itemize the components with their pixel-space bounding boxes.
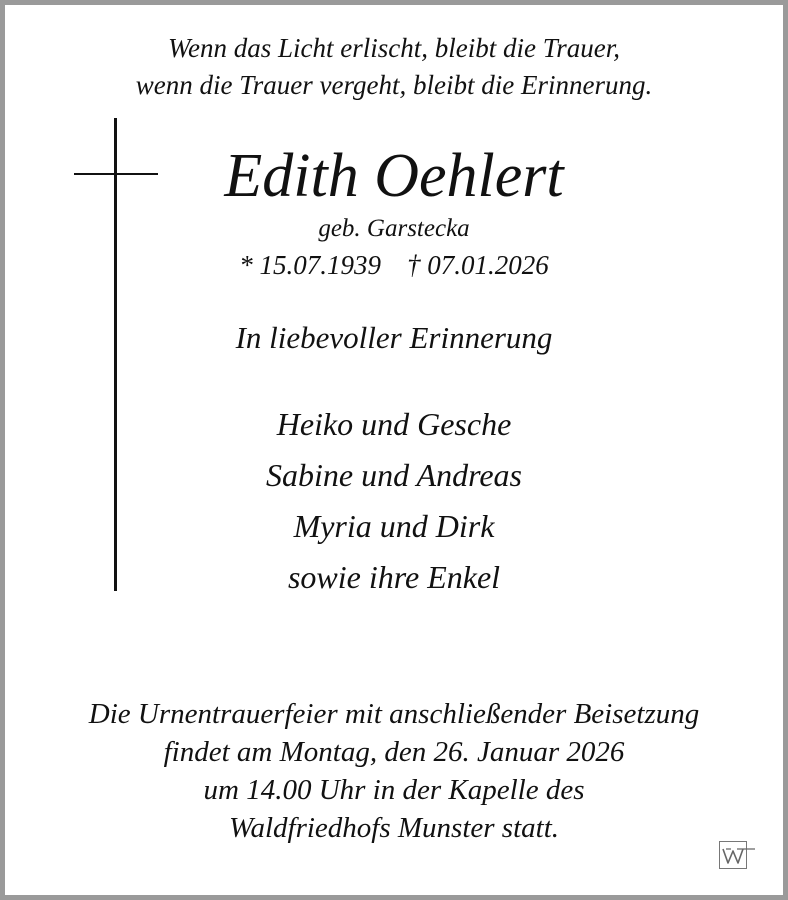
family-list (0, 399, 788, 603)
quote-line-2: wenn die Trauer vergeht, bleibt die Erinnerung. (135, 70, 653, 100)
family-member: Myria und Dirk (293, 508, 495, 544)
family-member: Sabine und Andreas (266, 457, 522, 493)
birth-date: * 15.07.1939 (239, 250, 381, 280)
family-member: Heiko und Gesche (276, 406, 512, 442)
quote-line-1: Wenn das Licht erlischt, bleibt die Trauer, (168, 33, 620, 63)
memory-text: In liebevoller Erinnerung (235, 320, 553, 355)
service-notice (0, 695, 788, 847)
life-dates (0, 247, 788, 283)
deceased-name: Edith Oehlert (224, 142, 564, 210)
family-member: sowie ihre Enkel (287, 559, 501, 595)
death-date: † 07.01.2026 (407, 250, 549, 280)
publisher-logo-icon (719, 841, 755, 869)
service-line-1: Die Urnentrauerfeier mit anschließender Beisetzung (88, 698, 700, 730)
maiden-name: geb. Garstecka (318, 215, 470, 242)
service-line-3: um 14.00 Uhr in der Kapelle des (203, 774, 585, 806)
service-line-4: Waldfriedhofs Munster statt. (228, 812, 560, 844)
service-line-2: findet am Montag, den 26. Januar 2026 (163, 736, 625, 768)
opening-quote (0, 30, 788, 104)
